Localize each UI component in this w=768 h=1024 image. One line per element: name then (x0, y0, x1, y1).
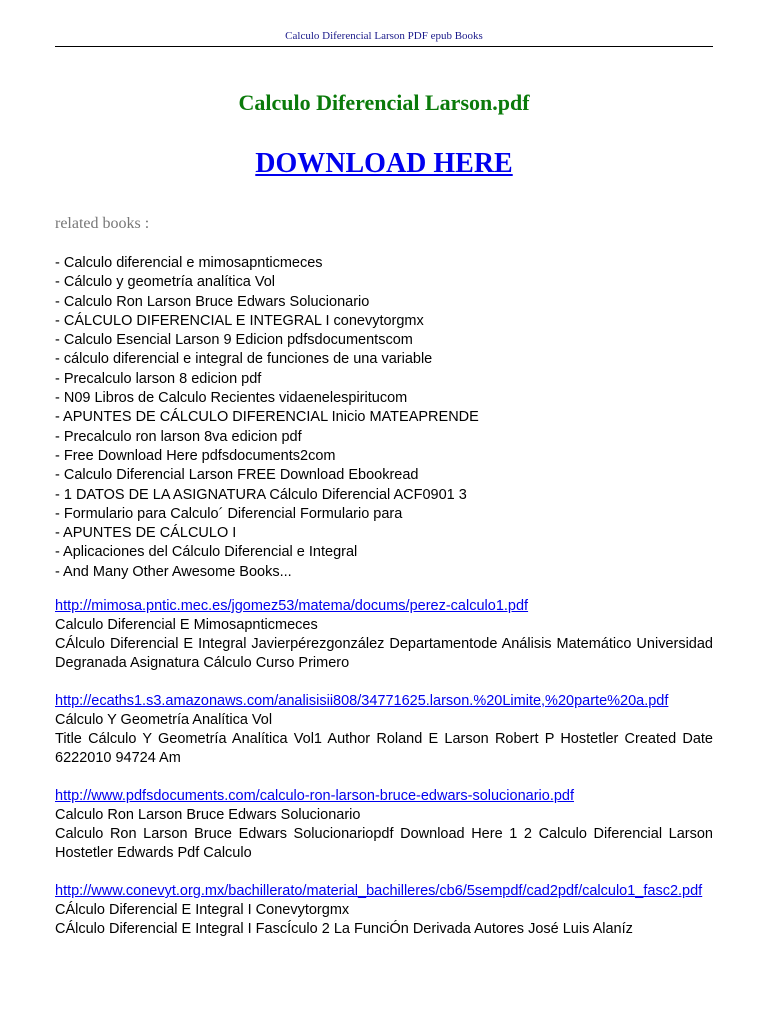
entry-title: Cálculo Y Geometría Analítica Vol (55, 712, 273, 728)
entry-url-link[interactable]: http://ecaths1.s3.amazonaws.com/analisisii808/34771625.larson.%20Limite,%20parte%20a.pdf (55, 693, 669, 709)
book-entry (55, 882, 713, 939)
list-item: - And Many Other Awesome Books... (55, 563, 292, 580)
book-entries (55, 597, 713, 958)
list-item: - Calculo Ron Larson Bruce Edwars Solucionario (55, 293, 370, 310)
entry-title: CÁlculo Diferencial E Integral I Conevytorgmx (55, 902, 350, 918)
list-item: - Formulario para Calculo´ Diferencial Formulario para (55, 505, 403, 522)
list-item: - Aplicaciones del Cálculo Diferencial e Integral (55, 544, 358, 561)
list-item: - N09 Libros de Calculo Recientes vidaenelespiritucom (55, 390, 408, 407)
entry-description: CÁlculo Diferencial E Integral I FascÍculo 2 La FunciÓn Derivada Autores José Luis Alaníz (55, 921, 633, 937)
page-header: Calculo Diferencial Larson PDF epub Books (285, 30, 483, 42)
entry-description: Title Cálculo Y Geometría Analítica Vol1 Author Roland E Larson Robert P Hostetler Created Date 6222010 94724 Am (55, 731, 713, 766)
entry-description: Calculo Ron Larson Bruce Edwars Solucionariopdf Download Here 1 2 Calculo Diferencial Larson Hostetler Edwards Pdf Calculo (55, 826, 713, 861)
entry-title: Calculo Ron Larson Bruce Edwars Solucionario (55, 807, 361, 823)
list-item: - APUNTES DE CÁLCULO I (55, 525, 237, 542)
book-entry (55, 787, 713, 863)
related-books-list (55, 254, 715, 582)
list-item: - Cálculo y geometría analítica Vol (55, 274, 276, 291)
list-item: - 1 DATOS DE LA ASIGNATURA Cálculo Diferencial ACF0901 3 (55, 486, 467, 503)
book-entry (55, 597, 713, 673)
download-link[interactable]: DOWNLOAD HERE (255, 148, 513, 179)
list-item: - CÁLCULO DIFERENCIAL E INTEGRAL I conevytorgmx (55, 312, 424, 329)
entry-url-link[interactable]: http://www.pdfsdocuments.com/calculo-ron-larson-bruce-edwars-solucionario.pdf (55, 788, 575, 804)
related-books-heading: related books : (55, 215, 150, 232)
list-item: - Calculo Diferencial Larson FREE Download Ebookread (55, 467, 419, 484)
list-item: - APUNTES DE CÁLCULO DIFERENCIAL Inicio MATEAPRENDE (55, 409, 479, 426)
list-item: - Precalculo ron larson 8va edicion pdf (55, 428, 302, 445)
entry-description: CÁlculo Diferencial E Integral Javierpérezgonzález Departamentode Análisis Matemático Universidad Degranada Asignatura Cálculo Curso Primero (55, 636, 713, 671)
entry-title: Calculo Diferencial E Mimosapnticmeces (55, 617, 318, 633)
list-item: - Calculo diferencial e mimosapnticmeces (55, 255, 323, 271)
list-item: - Precalculo larson 8 edicion pdf (55, 370, 262, 387)
download-section (0, 148, 768, 180)
list-item: - Calculo Esencial Larson 9 Edicion pdfsdocumentscom (55, 332, 413, 349)
header-divider (55, 46, 713, 47)
book-entry (55, 692, 713, 768)
document-title: Calculo Diferencial Larson.pdf (238, 90, 530, 115)
list-item: - Free Download Here pdfsdocuments2com (55, 447, 336, 464)
entry-url-link[interactable]: http://mimosa.pntic.mec.es/jgomez53/matema/docums/perez-calculo1.pdf (55, 598, 529, 614)
entry-url-link[interactable]: http://www.conevyt.org.mx/bachillerato/material_bachilleres/cb6/5sempdf/cad2pdf/calculo1_fasc2.pdf (55, 883, 703, 899)
list-item: - cálculo diferencial e integral de funciones de una variable (55, 351, 433, 368)
